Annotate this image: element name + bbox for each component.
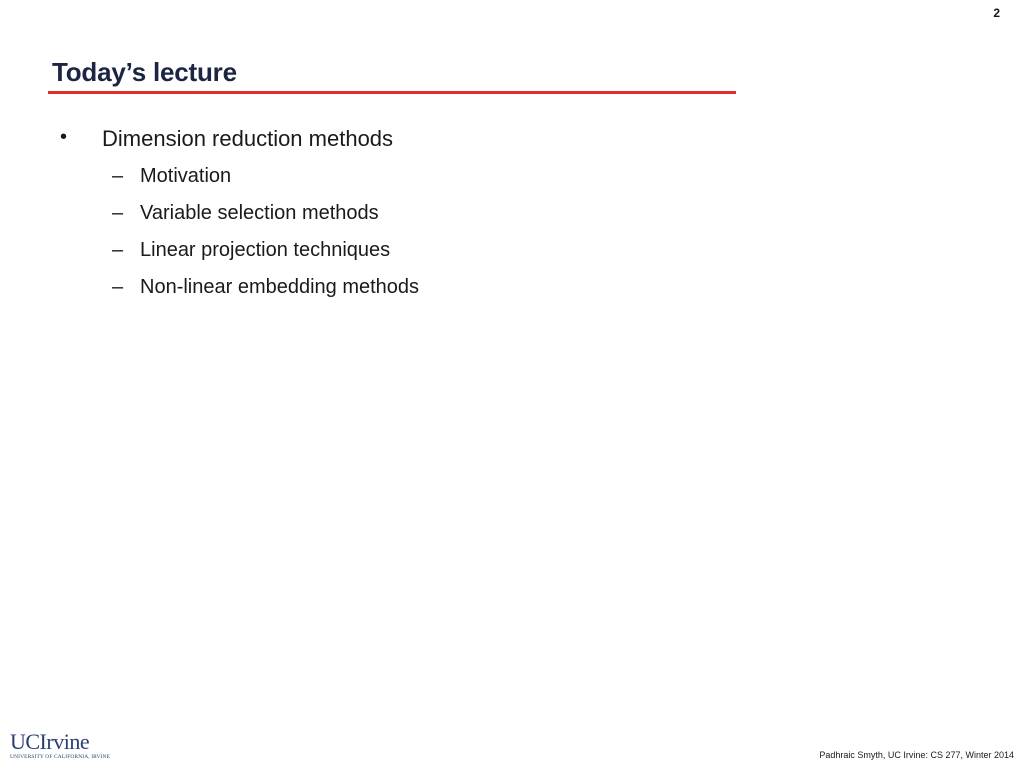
logo-wordmark: UCIrvine — [10, 729, 90, 754]
sub-bullet-text: Motivation — [140, 165, 232, 187]
sub-bullet-item — [0, 239, 1024, 276]
slide-title: Today’s lecture — [52, 57, 237, 87]
sub-bullet-text: Linear projection techniques — [140, 239, 391, 261]
sub-bullet-item — [0, 202, 1024, 239]
logo-subtitle: UNIVERSITY OF CALIFORNIA, IRVINE — [10, 754, 111, 760]
bullet-list — [0, 124, 1024, 162]
footer-credit: Padhraic Smyth, UC Irvine: CS 277, Winter 2014 — [819, 750, 1014, 760]
slide-number: 2 — [993, 6, 1000, 20]
title-underline — [48, 91, 736, 94]
sub-bullet-marker: – — [112, 276, 124, 298]
sub-bullet-marker: – — [112, 239, 124, 261]
sub-bullet-text: Non-linear embedding methods — [140, 276, 420, 298]
bullet-text: Dimension reduction methods — [102, 126, 394, 151]
uc-irvine-logo — [10, 729, 111, 765]
sub-bullet-marker: – — [112, 165, 124, 187]
sub-bullet-list — [0, 165, 1024, 313]
sub-bullet-item — [0, 165, 1024, 202]
sub-bullet-text: Variable selection methods — [140, 202, 379, 224]
sub-bullet-item — [0, 276, 1024, 313]
bullet-item — [0, 124, 1024, 162]
bullet-marker: • — [60, 126, 68, 148]
sub-bullet-marker: – — [112, 202, 124, 224]
